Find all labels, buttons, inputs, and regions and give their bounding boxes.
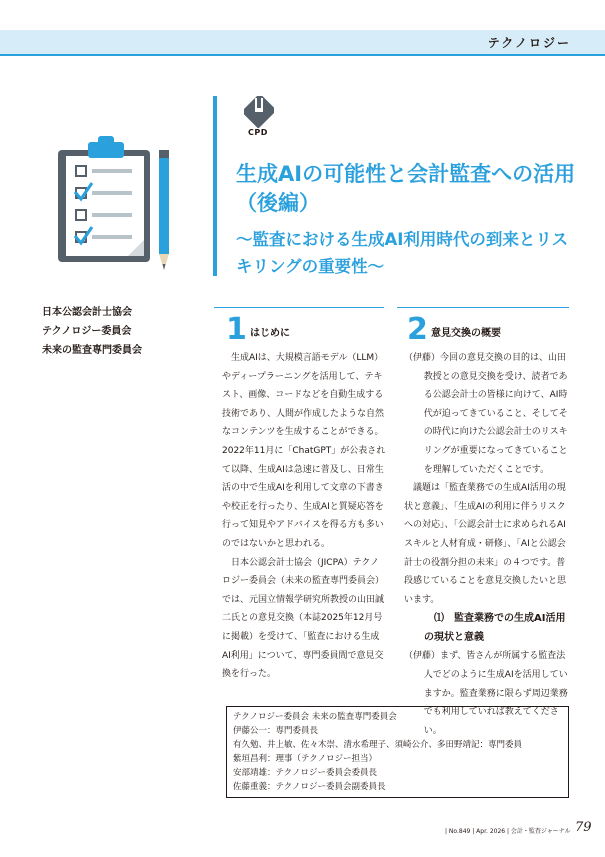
paragraph: （伊藤）今回の意見交換の目的は、山田教授との意見交換を受け、読者である公認会計士の皆様に向けて、AI時代が迫ってきていること、そしてその時代に向けた公認会計士のリスキリングが重要になってきていることを理解していただくことです。 (404, 353, 568, 475)
section-label: テクノロジー (487, 36, 571, 50)
page-subtitle: 〜監査における生成AI利用時代の到来とリスキリングの重要性〜 (236, 230, 569, 276)
cpd-label: CPD (248, 128, 268, 137)
member-line: 伊藤公一：専門委員長 (233, 726, 319, 736)
section-heading: 意見交換の概要 (431, 328, 501, 339)
author-list (42, 303, 212, 360)
paragraph: （伊藤）まず、皆さんが所属する監査法人でどのように生成AIを活用していますか。監査業務に限らず周辺業務でも利用していれば教えてください。 (404, 651, 568, 736)
page-number: 79 (575, 820, 592, 835)
section-number: 1 (226, 312, 247, 347)
author-line: 未来の監査専門委員会 (42, 345, 142, 356)
section-rule (397, 307, 569, 308)
section-rule (214, 307, 384, 308)
member-line: テクノロジー委員会 未来の監査専門委員会 (233, 712, 397, 722)
author-line: 日本公認会計士協会 (42, 307, 132, 318)
member-box (226, 706, 569, 798)
page-title: 生成AIの可能性と会計監査への活用（後編） (236, 162, 576, 215)
section-heading: はじめに (250, 328, 290, 339)
member-line: 佐藤重義：テクノロジー委員会副委員長 (233, 782, 386, 792)
header-rule (0, 54, 605, 56)
subsection-heading: ⑴ 監査業務での生成AI活用の現状と意義 (424, 613, 566, 644)
member-line: 紫垣昌利：理事（テクノロジー担当） (233, 754, 377, 764)
paragraph: 日本公認会計士協会（JICPA）テクノロジー委員会（未来の監査専門委員会）では、元国立情報学研究所教授の山田誠二氏との意見交換（本誌2025年12月号に掲載）を受けて、「監査における生成AI利用」について、専門委員間で意見交換を行った。 (222, 557, 385, 680)
paragraph: 議題は「監査業務での生成AI活用の現状と意義」、「生成AIの利用に伴うリスクへの対応」、「公認会計士に求められるAIスキルと人材育成・研修」、「AIと公認会計士の役割分担の未来」の４つです。普段感じていることを意見交換したいと思います。 (404, 483, 567, 605)
paragraph: 生成AIは、大規模言語モデル（LLM）やディープラーニングを活用して、テキスト、画像、コードなどを自動生成する技術であり、人間が作成したような自然なコンテンツを生成することができる。2022年11月に「ChatGPT」が公表されて以降、生成AIは急速に普及し、日常生活の中で生成AIを利用して文章の下書きや校正を行ったり、生成AIと質疑応答を行って知見やアドバイスを得る方も多いのではないかと思われる。 (222, 353, 386, 549)
member-line: 有久勉、井上敏、佐々木崇、清水希理子、須崎公介、多田野靖記：専門委員 (233, 740, 523, 750)
section-number: 2 (407, 312, 428, 347)
section-body (404, 349, 570, 740)
cpd-badge-icon (244, 96, 274, 128)
pencil-icon (156, 150, 172, 272)
footer-issue: | No.849 | Apr. 2026 | 会計・監査ジャーナル (445, 828, 571, 835)
author-line: テクノロジー委員会 (42, 326, 132, 337)
section-body (222, 349, 386, 684)
title-bar (213, 96, 217, 276)
member-line: 安部靖雄：テクノロジー委員会委員長 (233, 768, 377, 778)
